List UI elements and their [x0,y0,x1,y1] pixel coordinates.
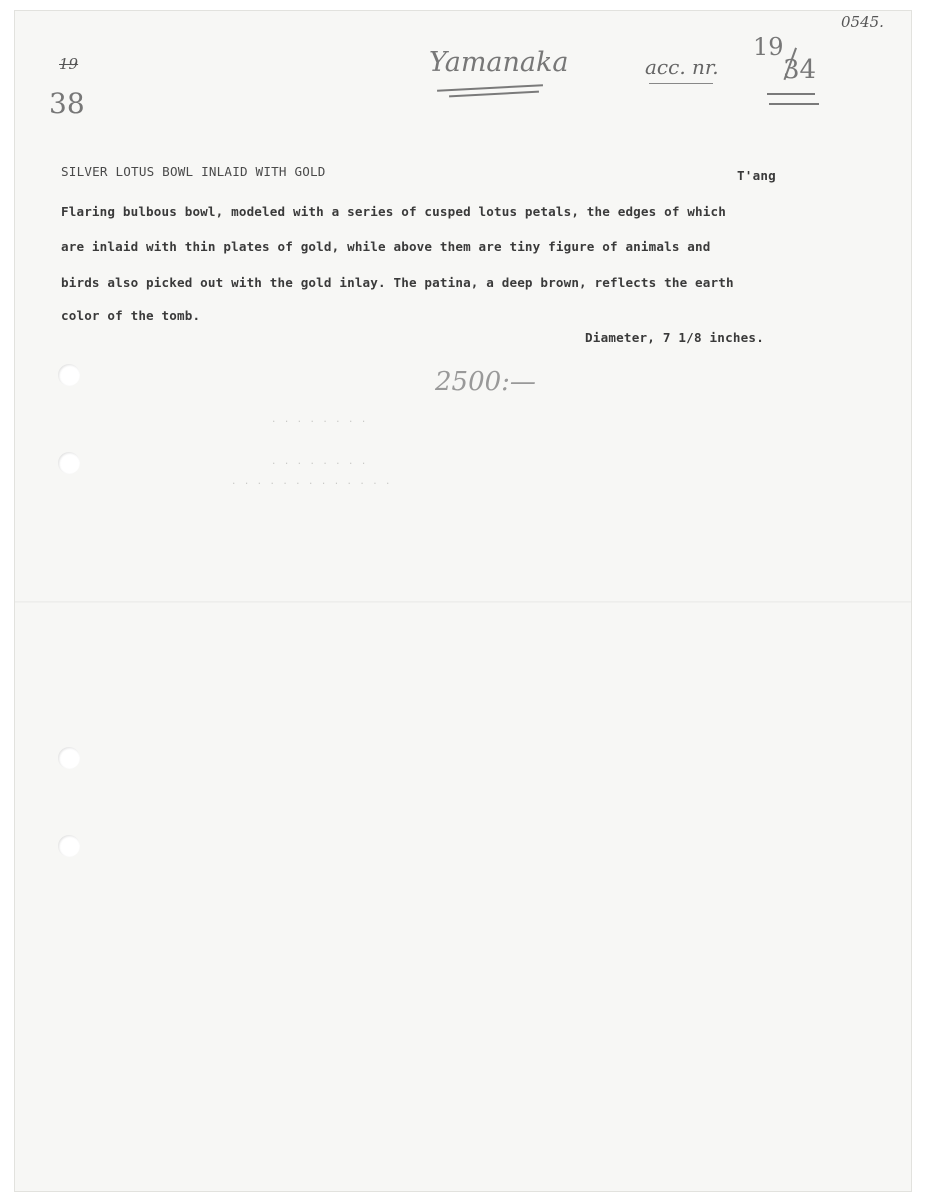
punch-hole [58,835,80,857]
accession-double-underline-2 [769,103,819,105]
entry-dimensions: Diameter, 7 1/8 inches. [585,330,764,345]
dealer-underline [437,84,543,91]
document-page [14,10,912,1192]
dealer-name: Yamanaka [429,47,569,78]
accession-double-underline-1 [767,93,815,95]
catalog-number: 38 [49,87,85,120]
faint-mark-2: . . . . . . . . [271,457,368,467]
entry-title: SILVER LOTUS BOWL INLAID WITH GOLD [61,164,326,179]
punch-hole [58,747,80,769]
accession-label-underline [649,83,713,84]
fold-crease [15,601,911,603]
accession-fraction-top: 19 [753,33,784,61]
dealer-underline-2 [449,91,539,97]
struck-catalog-number: 19 [59,55,79,73]
punch-hole [58,364,80,386]
accession-fraction-bottom: 34 [783,55,817,85]
entry-period: T'ang [737,168,776,183]
price-annotation: 2500:— [435,367,536,397]
accession-label: acc. nr. [645,55,719,79]
description-line-3: birds also picked out with the gold inlay. The patina, a deep brown, reflects the earth [61,275,734,290]
faint-mark-1: . . . . . . . . [271,415,368,425]
description-line-4: color of the tomb. [61,308,201,323]
faint-mark-3: . . . . . . . . . . . . . [231,477,392,487]
description-line-1: Flaring bulbous bowl, modeled with a series of cusped lotus petals, the edges of which [61,204,726,219]
description-line-2: are inlaid with thin plates of gold, while above them are tiny figure of animals and [61,239,711,254]
punch-hole [58,452,80,474]
corner-number: 0545. [841,13,884,31]
